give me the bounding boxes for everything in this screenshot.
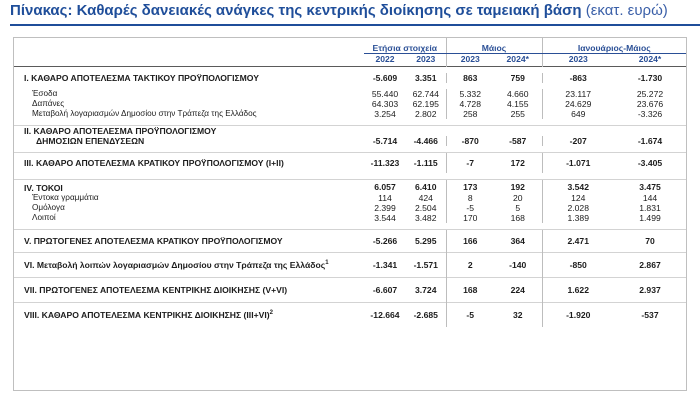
table-row: [14, 303, 686, 328]
cell: 2.471: [542, 230, 614, 253]
cell: 173: [446, 180, 494, 194]
cell: 8: [446, 193, 494, 203]
cell: -1.674: [637, 136, 663, 146]
cell: 3.254: [374, 109, 396, 119]
cell: 25.272: [636, 89, 664, 99]
cell: 168: [446, 278, 494, 303]
cell: 23.676: [636, 99, 664, 109]
cell: -11.323: [364, 153, 406, 174]
cell: 24.629: [542, 99, 614, 109]
cell: 2.937: [614, 278, 686, 303]
cell: -140: [494, 253, 542, 278]
row-label: III. ΚΑΘΑΡΟ ΑΠΟΤΕΛΕΣΜΑ ΚΡΑΤΙΚΟΥ ΠΡΟΫΠΟΛΟΓΙΣΜΟΥ (I+II): [14, 153, 364, 174]
title-divider: [10, 24, 700, 26]
cell: 4.155: [506, 99, 529, 109]
cell: -850: [542, 253, 614, 278]
cell: -1.071: [542, 153, 614, 174]
row-label-continued: ΔΗΜΟΣΙΩΝ ΕΠΕΝΔΥΣΕΩΝ: [36, 136, 145, 146]
cell: -1.341: [364, 253, 406, 278]
cell: 114: [378, 193, 392, 203]
cell: 62.195: [412, 99, 439, 109]
table-row: [14, 73, 686, 83]
cell: 168: [510, 213, 525, 223]
cell: -5: [446, 203, 494, 213]
cell: 364: [494, 230, 542, 253]
table-row: [14, 230, 686, 253]
cell: -1.920: [542, 303, 614, 328]
cell: 3.724: [406, 278, 446, 303]
table-row: [14, 180, 686, 194]
cell: 3.351: [414, 73, 437, 83]
cell: 3.544: [374, 213, 396, 223]
cell: 5.295: [406, 230, 446, 253]
cell: -3.326: [637, 109, 663, 119]
cell: 3.482: [414, 213, 437, 223]
row-label: V. ΠΡΩΤΟΓΕΝΕΣ ΑΠΟΤΕΛΕΣΜΑ ΚΡΑΤΙΚΟΥ ΠΡΟΫΠΟΛΟΓΙΣΜΟΥ: [14, 230, 364, 253]
cell: -5.266: [364, 230, 406, 253]
cell: 124: [542, 193, 614, 203]
cell: 649: [542, 109, 614, 119]
cell: 759: [510, 73, 525, 83]
cell: 1.499: [639, 213, 661, 223]
row-label: II. ΚΑΘΑΡΟ ΑΠΟΤΕΛΕΣΜΑ ΠΡΟΫΠΟΛΟΓΙΣΜΟΥ: [14, 126, 364, 137]
cell: 258: [446, 109, 494, 119]
table-row: [14, 213, 686, 223]
cell: 6.057: [364, 180, 406, 194]
cell: -863: [542, 73, 614, 83]
cell: 23.117: [542, 89, 614, 99]
cell: -6.607: [364, 278, 406, 303]
cell: 32: [494, 303, 542, 328]
title-text: Πίνακας: Καθαρές δανειακές ανάγκες της κεντρικής διοίκησης σε ταμειακή βάση: [10, 2, 582, 19]
cell: 20: [512, 193, 523, 203]
cell: 2.504: [414, 203, 437, 213]
cell: 62.744: [412, 89, 439, 99]
row-label: VII. ΠΡΩΤΟΓΕΝΕΣ ΑΠΟΤΕΛΕΣΜΑ ΚΕΝΤΡΙΚΗΣ ΔΙΟΙΚΗΣΗΣ (V+VI): [14, 278, 364, 303]
cell: -1.571: [406, 253, 446, 278]
cell: 4.728: [446, 99, 494, 109]
cell: -207: [542, 136, 614, 146]
cell: 55.440: [371, 89, 399, 99]
table-row: [14, 278, 686, 303]
cell: -5: [446, 303, 494, 328]
borrowing-table: [14, 38, 686, 327]
table-row: [14, 153, 686, 174]
row-label: IV. ΤΟΚΟΙ: [14, 180, 364, 194]
cell: 5.332: [446, 89, 494, 99]
footnote-marker: 2: [269, 310, 273, 317]
cell: -7: [446, 153, 494, 174]
page-title: [10, 2, 700, 19]
row-label: [14, 303, 364, 328]
cell: 2.802: [414, 109, 437, 119]
cell: -5.609: [372, 73, 398, 83]
cell: 192: [494, 180, 542, 194]
year-header: 2022: [375, 54, 395, 64]
table-row: [14, 126, 686, 137]
row-label: I. ΚΑΘΑΡΟ ΑΠΟΤΕΛΕΣΜΑ ΤΑΚΤΙΚΟΥ ΠΡΟΫΠΟΛΟΓΙΣΜΟΥ: [24, 73, 259, 83]
cell: 144: [642, 193, 658, 203]
group-jan-may: Ιανουάριος-Μάιος: [542, 38, 686, 54]
cell: 6.410: [406, 180, 446, 194]
cell: 255: [510, 109, 525, 119]
row-label: Μεταβολή λογαριασμών Δημοσίου στην Τράπεζα της Ελλάδος: [32, 109, 257, 118]
cell: 2: [446, 253, 494, 278]
year-header: 2023: [416, 54, 436, 64]
cell: 166: [446, 230, 494, 253]
cell: 2.867: [614, 253, 686, 278]
cell: -587: [509, 136, 527, 146]
year-header: 2023: [446, 54, 494, 67]
table-row: [14, 136, 686, 146]
table-row: [14, 89, 686, 99]
cell: -12.664: [364, 303, 406, 328]
row-label: Ομόλογα: [32, 203, 65, 212]
cell: 2.399: [374, 203, 396, 213]
cell: 172: [494, 153, 542, 174]
cell: 170: [446, 213, 494, 223]
cell: -1.115: [406, 153, 446, 174]
cell: -1.730: [637, 73, 663, 83]
row-label-text: VIII. ΚΑΘΑΡΟ ΑΠΟΤΕΛΕΣΜΑ ΚΕΝΤΡΙΚΗΣ ΔΙΟΙΚΗΣΗΣ (III+VI): [24, 310, 270, 320]
cell: 1.831: [639, 203, 661, 213]
cell: 1.389: [542, 213, 614, 223]
row-label: Έντοκα γραμμάτια: [32, 193, 99, 202]
row-label: Λοιποί: [32, 213, 56, 222]
year-header: 2023: [542, 54, 614, 67]
row-label: Έσοδα: [32, 89, 58, 98]
row-label-text: VI. Μεταβολή λοιπών λογαριασμών Δημοσίου στην Τράπεζα της Ελλάδος: [24, 260, 326, 270]
cell: 424: [418, 193, 433, 203]
cell: 64.303: [371, 99, 399, 109]
row-label: [14, 253, 364, 278]
cell: -4.466: [413, 136, 438, 146]
table-row: [14, 193, 686, 203]
cell: -3.405: [614, 153, 686, 174]
cell: 224: [494, 278, 542, 303]
cell: -870: [446, 136, 494, 146]
cell: 1.622: [542, 278, 614, 303]
cell: 3.475: [614, 180, 686, 194]
group-may: Μάιος: [446, 38, 542, 54]
group-header-row: [14, 38, 686, 54]
year-header-row: [14, 54, 686, 67]
cell: 3.542: [542, 180, 614, 194]
cell: 4.660: [506, 89, 529, 99]
cell: 2.028: [542, 203, 614, 213]
unit-label: (εκατ. ευρώ): [585, 2, 668, 19]
cell: -5.714: [372, 136, 398, 146]
cell: -537: [614, 303, 686, 328]
cell: 863: [446, 73, 494, 83]
cell: 5: [515, 203, 521, 213]
group-annual: Ετήσια στοιχεία: [364, 38, 446, 54]
cell: 70: [614, 230, 686, 253]
cell: -2.685: [406, 303, 446, 328]
table-row: [14, 99, 686, 109]
footnote-marker: 1: [325, 260, 329, 267]
year-header: 2024*: [638, 54, 662, 64]
table-frame: [13, 37, 687, 391]
row-label: Δαπάνες: [32, 99, 65, 108]
table-row: [14, 253, 686, 278]
table-row: [14, 203, 686, 213]
table-row: [14, 109, 686, 119]
year-header: 2024*: [506, 54, 529, 64]
